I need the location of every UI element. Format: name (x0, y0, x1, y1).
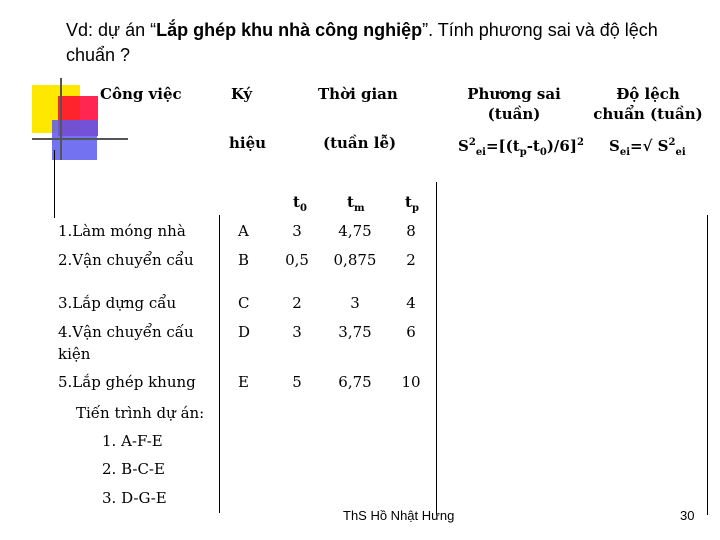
header-phuong-sai (458, 84, 570, 124)
formula-text: -t (526, 137, 540, 155)
table-row-3-code: C (238, 294, 250, 312)
deco-blue-square (52, 120, 97, 160)
formula-sub: p (519, 147, 527, 158)
formula-sub: ei (475, 147, 486, 158)
table-row-1-tm: 4,75 (338, 222, 372, 240)
table-row-2-t0: 0,5 (285, 251, 309, 269)
sd-formula (609, 133, 686, 163)
t-sub: 0 (299, 203, 307, 214)
table-row-3-tp: 4 (406, 294, 416, 312)
t-label: t (347, 193, 354, 211)
title-prefix: Vd: dự án “ (66, 20, 157, 40)
table-row-2-name: 2.Vận chuyển cẩu (58, 251, 194, 269)
table-row-1-name: 1.Làm móng nhà (58, 222, 186, 240)
table-row-5-t0: 5 (292, 373, 302, 391)
title-bold: Lắp ghép khu nhà công nghiệp (156, 20, 423, 40)
formula-text: =[(t (485, 137, 520, 155)
header-tm (347, 192, 365, 219)
header-phuong-sai-line1: Phương sai (467, 85, 561, 103)
table-row-3-tm: 3 (350, 294, 360, 312)
table-row-2-code: B (238, 251, 250, 269)
title-suffix: ”. Tính phương sai và độ lệch chuẩn ? (66, 20, 658, 65)
formula-sub: 0 (539, 147, 547, 158)
formula-text: S (458, 137, 469, 155)
process-item-2: 2. B-C-E (102, 460, 165, 478)
t-label: t (293, 193, 300, 211)
table-row-5-tm: 6,75 (338, 373, 372, 391)
formula-sub: ei (619, 147, 631, 158)
process-item-1: 1. A-F-E (102, 432, 163, 450)
formula-text: )/6] (546, 137, 577, 155)
table-row-2-tp: 2 (406, 251, 416, 269)
header-do-lech-line2: chuẩn (tuần) (593, 105, 703, 123)
table-row-5-name: 5.Lắp ghép khung (58, 373, 196, 391)
header-do-lech (592, 84, 704, 124)
grid-line (707, 215, 708, 515)
header-do-lech-line1: Độ lệch (616, 85, 680, 103)
formula-text: =√ S (630, 137, 669, 155)
t-sub: m (353, 203, 365, 214)
slide-title (66, 18, 696, 68)
table-row-5-code: E (238, 373, 249, 391)
t-sub: p (411, 203, 419, 214)
table-row-1-tp: 8 (406, 222, 416, 240)
formula-sup: 2 (468, 137, 476, 148)
variance-formula (458, 133, 584, 163)
formula-sup: 2 (668, 137, 676, 148)
table-row-3-name: 3.Lắp dựng cẩu (58, 294, 177, 312)
header-ky: Ký (231, 85, 253, 103)
header-thoi-gian: Thời gian (318, 85, 398, 103)
table-row-4-tp: 6 (406, 323, 416, 341)
table-row-4-t0: 3 (292, 323, 302, 341)
table-row-1-t0: 3 (292, 222, 302, 240)
header-tp (405, 192, 419, 219)
t-label: t (405, 193, 412, 211)
grid-line (436, 182, 437, 515)
table-row-3-t0: 2 (292, 294, 302, 312)
table-row-4-name: 4.Vận chuyển cấu (58, 323, 194, 341)
deco-horizontal-line (32, 138, 128, 140)
header-phuong-sai-line2: (tuần) (487, 105, 541, 123)
process-heading: Tiến trình dự án: (76, 404, 205, 422)
process-item-3: 3. D-G-E (102, 489, 167, 507)
grid-line (54, 150, 55, 218)
footer-author: ThS Hồ Nhật Hưng (343, 508, 455, 523)
table-row-4-name-2: kiện (58, 345, 91, 363)
formula-text: S (609, 137, 620, 155)
deco-vertical-line (60, 78, 62, 160)
grid-line (219, 215, 220, 513)
table-row-4-tm: 3,75 (338, 323, 372, 341)
table-row-4-code: D (238, 323, 251, 341)
table-row-1-code: A (238, 222, 249, 240)
page-number: 30 (680, 508, 695, 523)
header-hieu: hiệu (229, 134, 267, 152)
header-t0 (293, 192, 307, 219)
header-cong-viec: Công việc (100, 85, 182, 103)
formula-sup: 2 (576, 137, 584, 148)
table-row-5-tp: 10 (401, 373, 421, 391)
header-tuan-le: (tuần lễ) (323, 134, 397, 152)
formula-sub: ei (675, 147, 686, 158)
table-row-2-tm: 0,875 (333, 251, 377, 269)
